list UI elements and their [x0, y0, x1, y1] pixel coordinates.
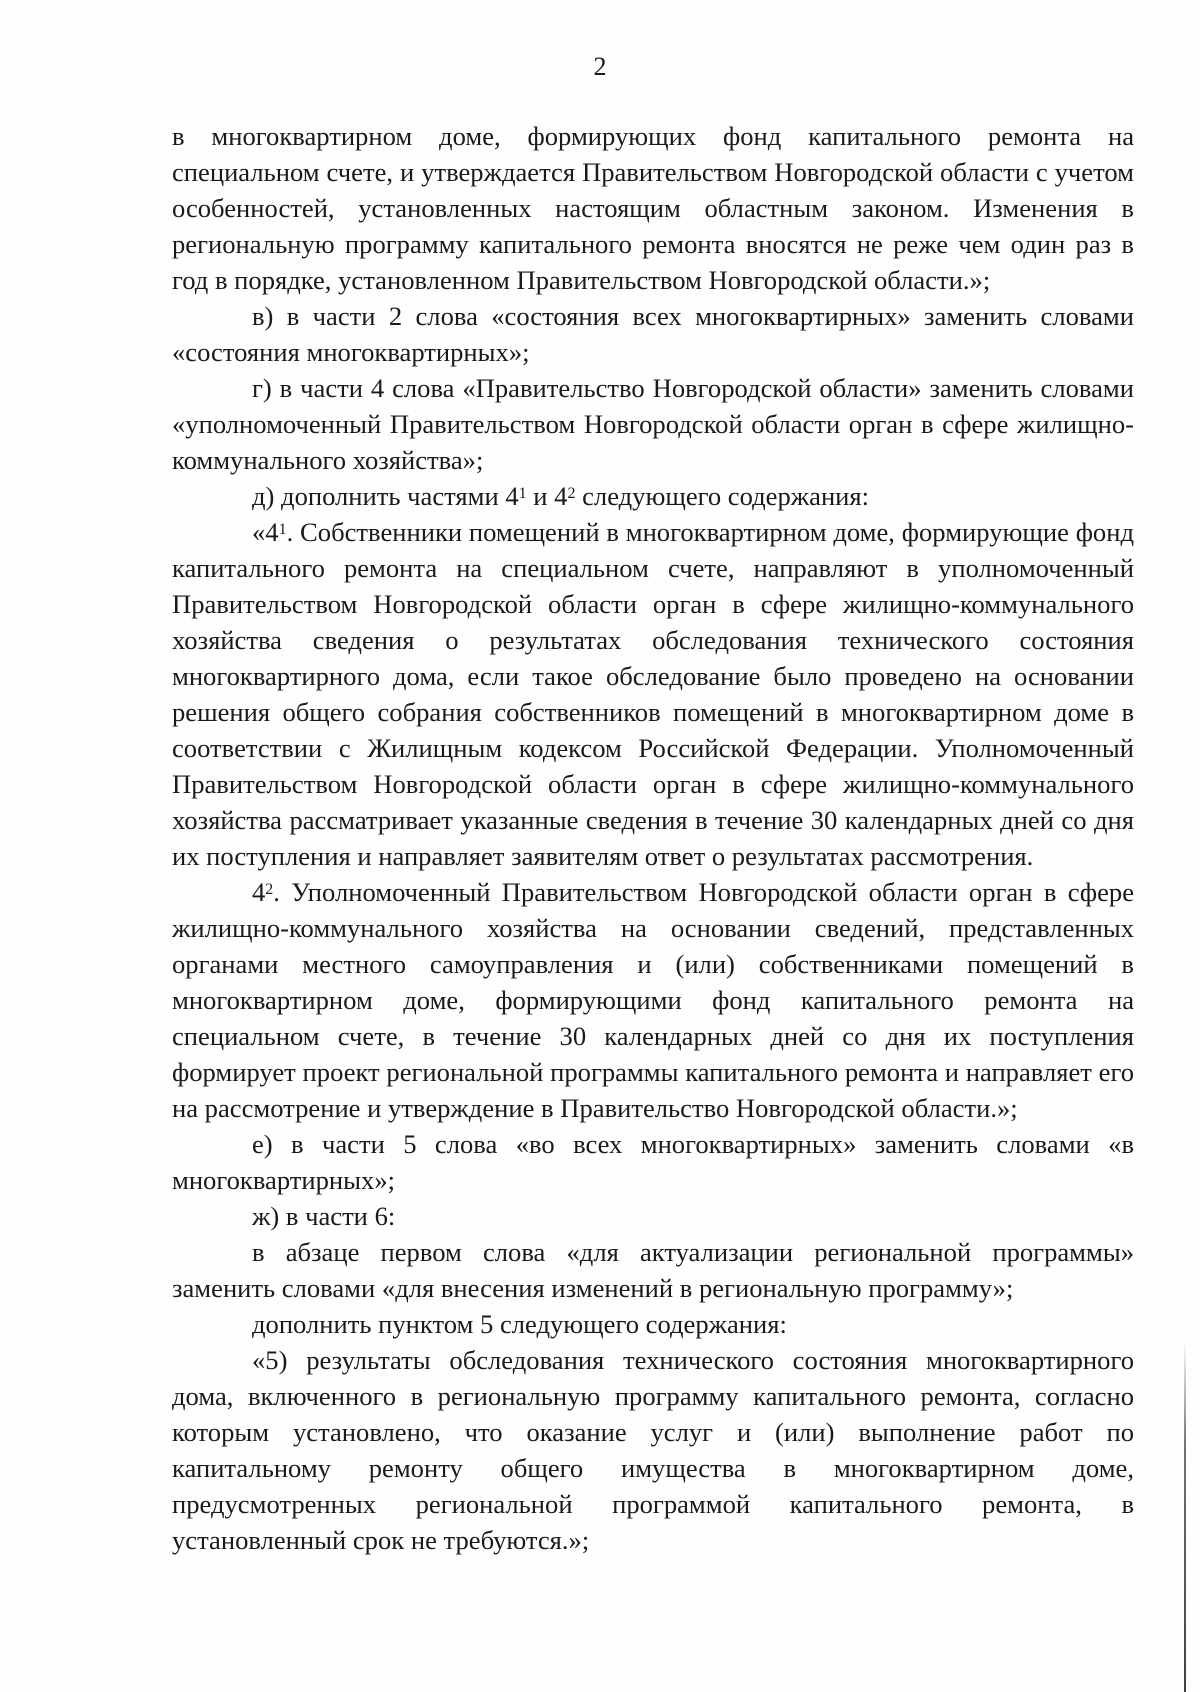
superscript-2: 2 [567, 484, 576, 502]
scan-edge-line [1184, 1340, 1186, 1692]
superscript-1: 1 [518, 484, 527, 502]
paragraph-continuation: в многоквартирном доме, формирующих фонд капитального ремонта на специальном счете, и утверждается Правительством Новгородской области с учетом особенностей, установленных настоящим областным законом. Изменения в региональную программу капитального ремонта вносятся не реже чем один раз в год в порядке, установленном Правительством Новгородской области.»; [172, 121, 1134, 295]
superscript-2: 2 [265, 880, 274, 898]
paragraph-part-4-1 [172, 514, 1134, 874]
paragraph-part-4-2-text: . Уполномоченный Правительством Новгородской области орган в сфере жилищно-коммунального хозяйства на основании сведений, представленных органами местного самоуправления и (или) собственниками помещений в многоквартирном доме, формирующими фонд капитального ремонта на специальном счете, в течение 30 календарных дней со дня их поступления формирует проект региональной программы капитального ремонта и направляет его на рассмотрение и утверждение в Правительство Новгородской области.»; [172, 877, 1134, 1123]
paragraph-part-4-1-text: . Собственники помещений в многоквартирном доме, формирующие фонд капитального ремонта на специальном счете, направляют в уполномоченный Правительством Новгородской области орган в сфере жилищно-коммунального хозяйства сведения о результатах обследования технического состояния многоквартирного дома, если такое обследование было проведено на основании решения общего собрания собственников помещений в многоквартирном доме в соответствии с Жилищным кодексом Российской Федерации. Уполномоченный Правительством Новгородской области орган в сфере жилищно-коммунального хозяйства рассматривает указанные сведения в течение 30 календарных дней со дня их поступления и направляет заявителям ответ о результатах рассмотрения. [172, 517, 1134, 871]
paragraph-item-v: в) в части 2 слова «состояния всех многоквартирных» заменить словами «состояния многоквартирных»; [172, 301, 1134, 367]
superscript-1: 1 [278, 520, 287, 538]
paragraph-item-d [172, 478, 1134, 514]
paragraph-item-d-mid: и 4 [526, 481, 568, 511]
paragraph-item-d-pre: д) дополнить частями 4 [252, 481, 519, 511]
document-body [172, 118, 1134, 1558]
paragraph-point-5: «5) результаты обследования технического состояния многоквартирного дома, включенного в региональную программу капитального ремонта, согласно которым установлено, что оказание услуг и (или) выполнение работ по капитальному ремонту общего имущества в многоквартирном доме, предусмотренных региональной программой капитального ремонта, в установленный срок не требуются.»; [172, 1345, 1134, 1555]
paragraph-item-g: г) в части 4 слова «Правительство Новгородской области» заменить словами «уполномоченный Правительством Новгородской области орган в сфере жилищно-коммунального хозяйства»; [172, 373, 1134, 475]
paragraph-item-e: е) в части 5 слова «во всех многоквартирных» заменить словами «в многоквартирных»; [172, 1129, 1134, 1195]
paragraph-part-4-2 [172, 874, 1134, 1126]
paragraph-add-point-5: дополнить пунктом 5 следующего содержания: [252, 1309, 787, 1339]
paragraph-first-abzac: в абзаце первом слова «для актуализации региональной программы» заменить словами «для внесения изменений в региональную программу»; [172, 1237, 1134, 1303]
paragraph-part-4-2-pre: 4 [252, 877, 266, 907]
paragraph-item-d-post: следующего содержания: [575, 481, 870, 511]
paragraph-item-zh: ж) в части 6: [252, 1201, 396, 1231]
paragraph-part-4-1-pre: «4 [252, 517, 279, 547]
page-number: 2 [593, 52, 607, 81]
